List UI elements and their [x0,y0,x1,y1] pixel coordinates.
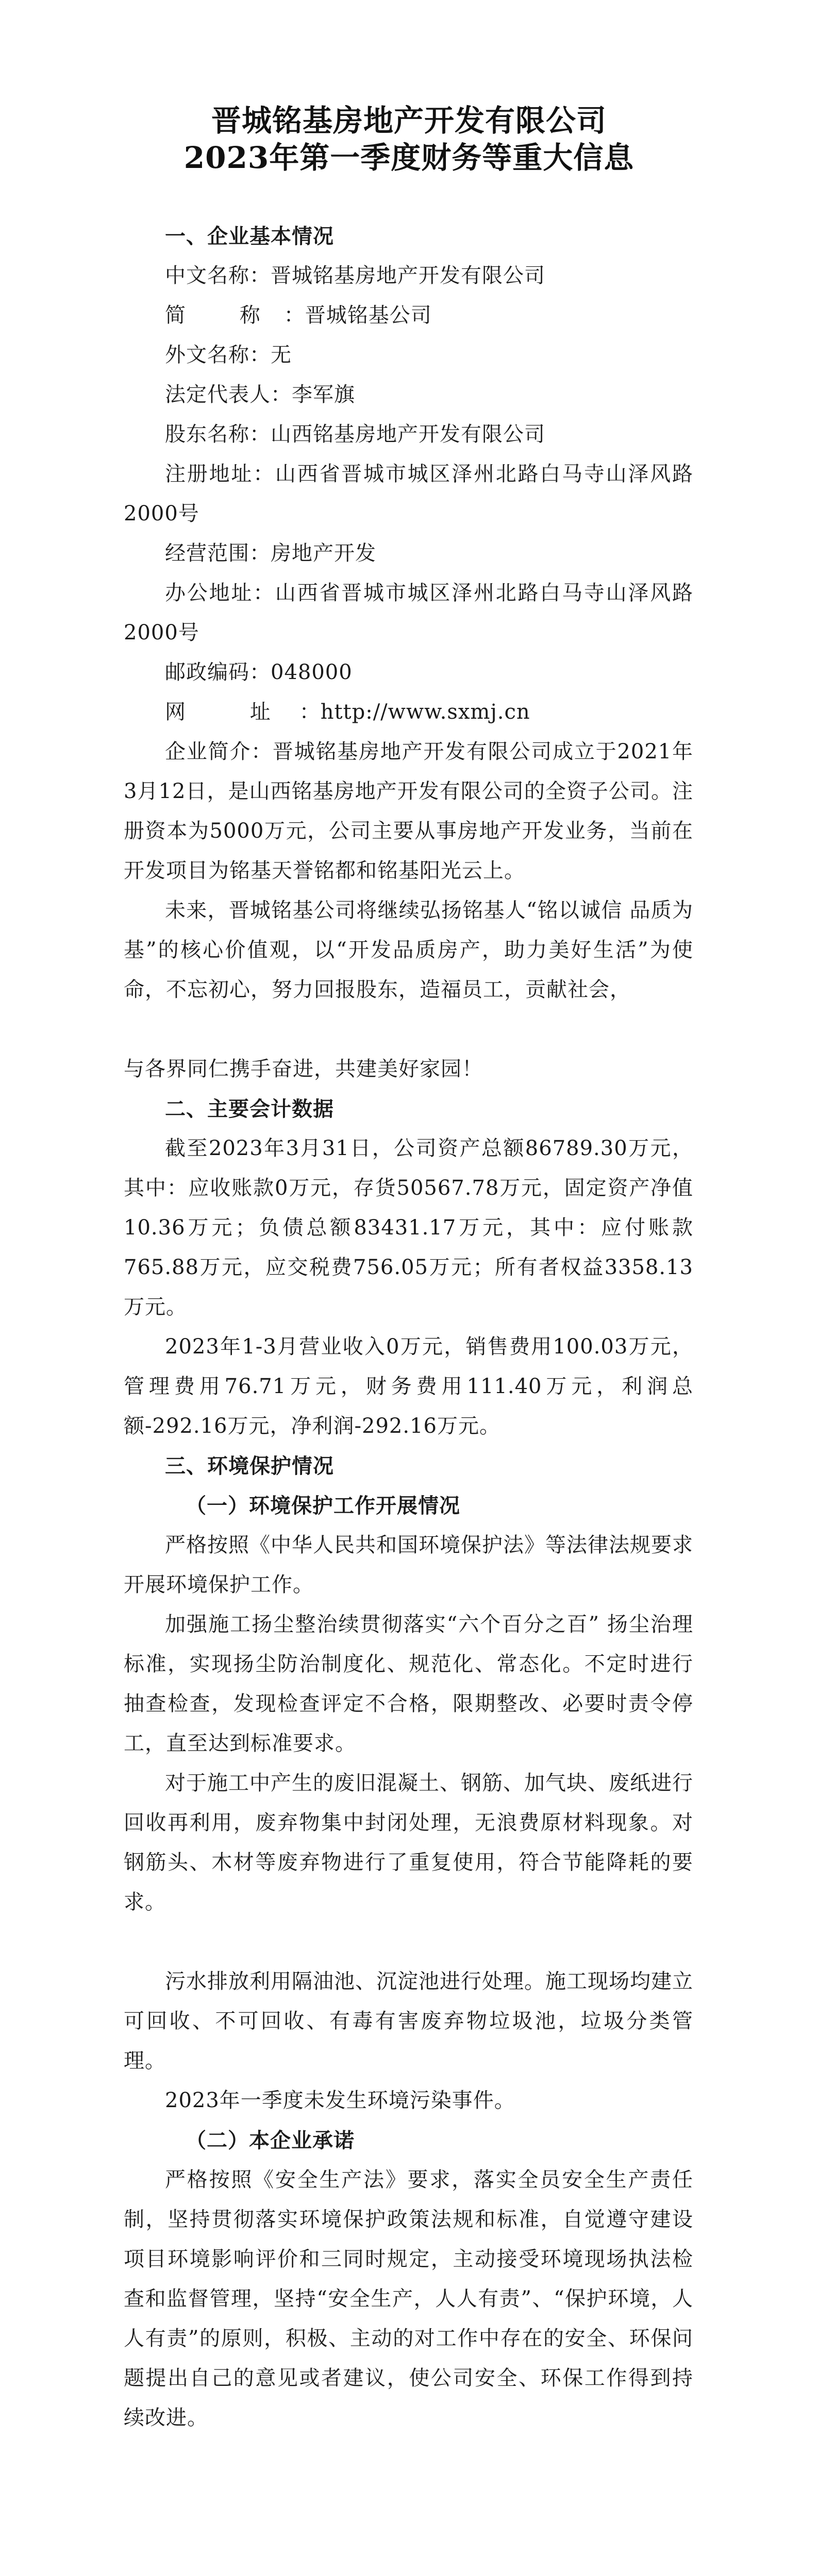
website [124,692,693,732]
foreign-name: 外文名称：无 [165,343,292,367]
company-future-closing: 与各界同仁携手奋进，共建美好家园！ [124,1057,483,1081]
shareholder-name: 股东名称：山西铭基房地产开发有限公司 [165,422,545,446]
env-paragraph-5: 2023年一季度未发生环境污染事件。 [165,2089,515,2112]
commitment-paragraph: 严格按照《安全生产法》要求，落实全员安全生产责任制，坚持贯彻落实环境保护政策法规和标准，自觉遵守建设项目环境影响评价和三同时规定，主动接受环境现场执法检查和监督管理，坚持“安全生产，人人有责”、“保护环境，人人有责”的原则，积极、主动的对工作中存在的安全、环保问题提出自己的意见或者建议，使公司安全、环保工作得到持续改进。 [124,2168,693,2430]
company-intro: 企业简介：晋城铭基房地产开发有限公司成立于2021年3月12日，是山西铭基房地产开发有限公司的全资子公司。注册资本为5000万元，公司主要从事房地产开发业务，当前在开发项目为铭基天誉铭都和铭基阳光云上。 [124,740,693,883]
short-name-value: ：晋城铭基公司 [283,303,432,327]
section3-heading: 三、环境保护情况 [165,1454,334,1478]
office-address: 办公地址：山西省晋城市城区泽州北路白马寺山泽风路2000号 [124,581,693,645]
website-value: ：http://www.sxmj.cn [299,700,530,724]
short-name [124,296,693,335]
env-paragraph-2: 加强施工扬尘整治续贯彻落实“六个百分之百” 扬尘治理标准，实现扬尘防治制度化、规范化、常态化。不定时进行抽查检查，发现检查评定不合格，限期整改、必要时责令停工，直至达到标准要求。 [124,1613,693,1755]
chinese-name: 中文名称：晋城铭基房地产开发有限公司 [165,264,545,287]
env-paragraph-3: 对于施工中产生的废旧混凝土、钢筋、加气块、废纸进行回收再利用，废弃物集中封闭处理，无浪费原材料现象。对钢筋头、木材等废弃物进行了重复使用，符合节能降耗的要求。 [124,1771,693,1914]
website-label: 网 址 [165,700,299,724]
section1-heading: 一、企业基本情况 [165,224,334,248]
section3-subheading-2: （二）本企业承诺 [186,2128,355,2153]
legal-representative: 法定代表人：李军旗 [165,383,355,406]
section3-subheading-1: （一）环境保护工作开展情况 [186,1494,460,1518]
income-summary: 2023年1-3月营业收入0万元，销售费用100.03万元，管理费用76.71万元，财务费用111.40万元，利润总额-292.16万元，净利润-292.16万元。 [124,1335,693,1438]
registered-address: 注册地址：山西省晋城市城区泽州北路白马寺山泽风路2000号 [124,462,693,526]
document-title-line1: 晋城铭基房地产开发有限公司 [211,103,607,138]
business-scope: 经营范围：房地产开发 [165,541,376,565]
env-paragraph-4: 污水排放利用隔油池、沉淀池进行处理。施工现场均建立可回收、不可回收、有毒有害废弃物垃圾池，垃圾分类管理。 [124,1970,693,2073]
spacer [124,1922,693,1962]
balance-sheet-summary: 截至2023年3月31日，公司资产总额86789.30万元，其中：应收账款0万元，存货50567.78万元，固定资产净值10.36万元；负债总额83431.17万元，其中：应付账款765.88万元，应交税费756.05万元；所有者权益3358.13万元。 [124,1137,693,1319]
company-future: 未来，晋城铭基公司将继续弘扬铭基人“铭以诚信 品质为基”的核心价值观，以“开发品质房产，助力美好生活”为使命，不忘初心，努力回报股东，造福员工，贡献社会， [124,899,693,1002]
document-title-line2: 2023年第一季度财务等重大信息 [183,140,635,175]
short-name-label: 简 称 [165,303,284,327]
postal-code: 邮政编码：048000 [165,660,353,684]
section2-heading: 二、主要会计数据 [165,1097,334,1121]
spacer [124,1010,693,1049]
document-body [124,216,693,2438]
env-paragraph-1: 严格按照《中华人民共和国环境保护法》等法律法规要求开展环境保护工作。 [124,1533,693,1597]
